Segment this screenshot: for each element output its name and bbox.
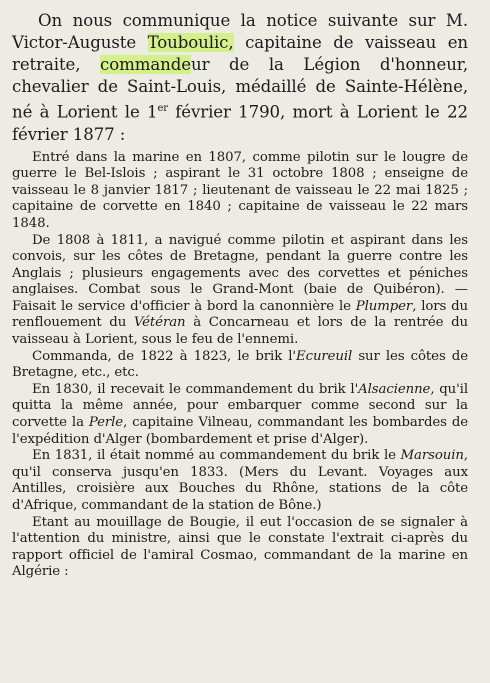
career-text: Entré dans la marine en 1807, comme pilotin sur le lougre de guerre le Bel-Islois ; aspirant le 31 octobre 1808 ; enseigne de vaisseau le 8 janvier 1817 ; lieutenant de vaisseau le 22 mai 1825 ; capitaine de corvette en 1840 ; capitaine de vaisseau le 22 mars 1848. [12,149,468,231]
ship-name-marsouin: Marsouin [400,448,464,464]
ship-name-plumper: Plumper [355,298,413,314]
intro-dates: février 1790, mort à Lorient le 22 février 1877 : [12,102,468,144]
p4-text-a: En 1830, il recevait le commandement du brik l' [32,381,359,397]
p2-text-b: , lors du renflouement du [12,298,468,331]
p4-text-c: , capitaine Vilneau, commandant les bombardes de l'expédition d'Alger (bombardement et prise d'Alger). [12,415,468,447]
p4-text-b: , qu'il quitta la même année, pour embarquer comme second sur la corvette la [12,381,468,431]
highlighted-commande: commande [100,55,191,74]
paragraph-1822 [12,349,468,382]
intro-superscript: er [157,103,168,114]
paragraph-1808 [12,233,468,349]
paragraph-career [12,150,468,233]
paragraph-1831 [12,448,468,514]
intro-line-1: On nous communique la notice suivante sur [38,11,436,30]
p5-text-b: , qu'il conserva jusqu'en 1833. (Mers du Levant. Voyages aux Antilles, croisière aux Bouches du Rhône, stations de la côte d'Afrique, commandant de la station de Bône.) [12,448,468,513]
paragraph-1830 [12,382,468,448]
ship-name-ecureuil: Ecureuil [295,348,353,364]
ship-name-perle: Perle [88,415,124,431]
highlighted-surname: Touboulic, [147,33,234,52]
intro-name-pre: M. Victor-Auguste [12,11,468,52]
paragraph-bougie [12,515,468,581]
ship-name-alsacienne: Alsacienne [358,381,431,397]
intro-name-post: capitaine de vaisseau en retraite, [12,33,469,74]
p3-text-a: Commanda, de 1822 à 1823, le brik l' [32,348,296,364]
p3-text-b: sur les côtes de Bretagne, etc., etc. [12,348,468,381]
p2-text-a: De 1808 à 1811, a navigué comme pilotin et aspirant dans les convois, sur les côtes de Bretagne, pendant la guerre contre les Anglais ; plusieurs engagements avec des corvettes et péniches anglaises. Combat sous le Grand-Mont (baie de Quibéron). — Faisait le service d'officier à bord la canonnière le [12,232,468,314]
intro-paragraph [12,10,468,146]
intro-titles: ur de la Légion d'honneur, chevalier de Saint-Louis, médaillé de Sainte-Hélène, né à Lorient le 1 [12,55,468,122]
p2-text-c: à Concarneau et lors de la rentrée du vaisseau à Lorient, sous le feu de l'ennemi. [12,315,468,348]
p5-text-a: En 1831, il était nommé au commandement du brik le [32,448,401,464]
p6-text: Etant au mouillage de Bougie, il eut l'occasion de se signaler à l'attention du ministre, ainsi que le constate l'extrait ci-après du rapport officiel de l'amiral Cosmao, commandant de la marine en Algérie : [12,514,468,580]
ship-name-veteran: Vétéran [133,315,186,331]
